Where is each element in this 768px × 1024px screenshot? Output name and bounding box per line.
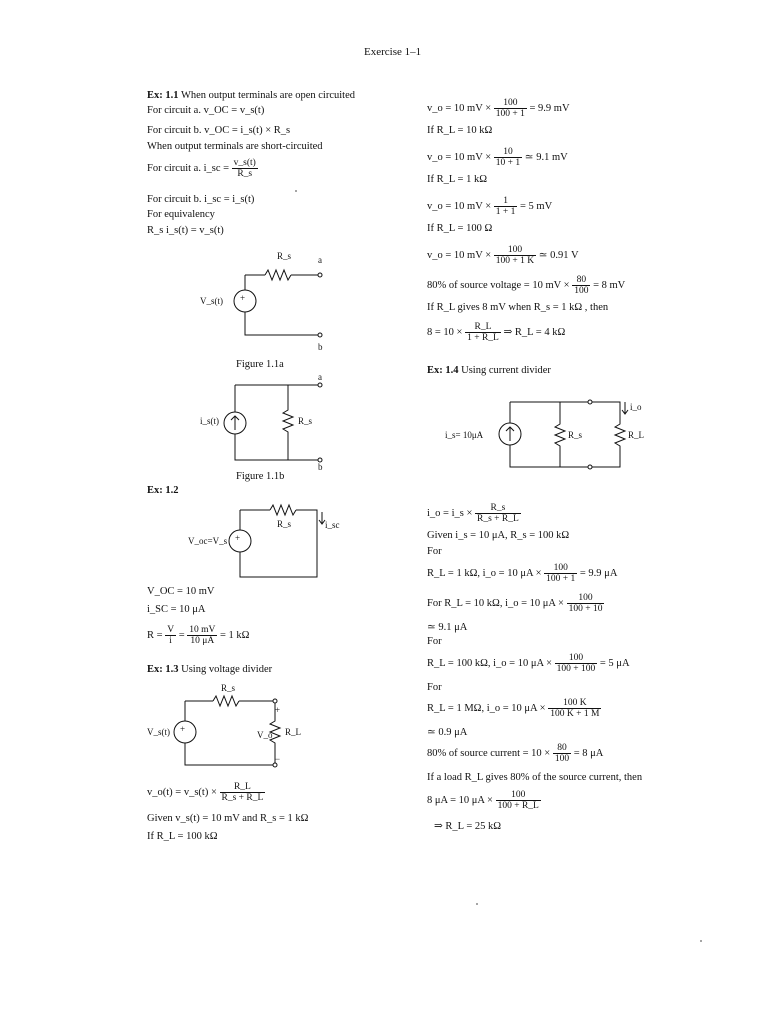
prefix: 80% of source voltage = 10 mV × — [427, 279, 570, 291]
io-result-4: ≃ 0.9 μA — [427, 727, 468, 738]
result: = 9.9 mV — [529, 102, 570, 114]
circuit-a-voc: For circuit a. v_OC = v_s(t) — [147, 105, 265, 116]
short-circuit-text: When output terminals are short-circuited — [147, 141, 323, 152]
resistor-rs-symbol — [283, 385, 293, 460]
prefix: 8 μA = 10 μA × — [427, 794, 493, 806]
denominator: 1 + 1 — [495, 207, 516, 217]
prefix: R_L = 1 MΩ, i_o = 10 μA × — [427, 702, 546, 714]
denominator: 10 μA — [190, 636, 215, 646]
isc-denominator: R_s — [237, 169, 253, 179]
figure-1-1b-circuit — [190, 372, 340, 472]
denominator: 100 + 1 K — [495, 256, 535, 266]
wire — [235, 434, 318, 460]
numerator: 100 — [496, 790, 541, 801]
numerator: 10 mV — [189, 625, 216, 635]
r-fraction-2 — [187, 625, 217, 646]
result: = 5 μA — [599, 657, 630, 669]
source-current-calc — [427, 743, 603, 764]
denominator: 100 + 1 — [546, 574, 576, 584]
for-label: For — [427, 546, 442, 557]
numerator: V — [167, 625, 175, 635]
vo-calc-1 — [427, 98, 570, 119]
denominator: i — [169, 636, 172, 646]
ex13-intro: Using voltage divider — [181, 664, 273, 675]
label-rs: R_s — [277, 519, 292, 529]
io-calc-4 — [427, 698, 601, 719]
numerator: 100 — [567, 593, 605, 604]
circuit-a-isc-prefix: For circuit a. i_sc = — [147, 162, 230, 174]
label-is-value: i_s= 10μA — [445, 430, 484, 440]
vo-calc-3 — [427, 196, 552, 217]
output-plus: + — [275, 705, 281, 715]
prefix: 8 = 10 × — [427, 326, 463, 338]
numerator: 1 — [494, 196, 518, 207]
plus-sign: + — [235, 533, 241, 543]
arrow-up-icon — [506, 427, 514, 441]
io-calc-2 — [427, 593, 604, 614]
figure-1-1a-circuit — [190, 245, 340, 355]
circuit-b-isc: For circuit b. i_sc = i_s(t) — [147, 194, 255, 205]
r-fraction-1 — [165, 625, 176, 646]
result: = 5 mV — [520, 200, 553, 212]
fraction — [572, 275, 590, 296]
r-equation — [147, 625, 249, 646]
numerator: R_L — [220, 782, 266, 793]
label-rl: R_L — [285, 727, 302, 737]
resistor-rs-symbol — [270, 505, 296, 515]
label-a: a — [318, 372, 322, 382]
numerator: 100 — [544, 563, 577, 574]
equivalency-equation: R_s i_s(t) = v_s(t) — [147, 225, 224, 236]
figure-1-1a-caption: Figure 1.1a — [236, 359, 284, 370]
if-rl-text: If R_L = 100 kΩ — [147, 831, 218, 842]
denominator: 100 — [574, 286, 589, 296]
denominator: 100 + 10 — [568, 604, 603, 614]
ex13-heading: Ex: 1.3 — [147, 664, 179, 675]
io-calc-1 — [427, 563, 617, 584]
numerator: 10 — [494, 147, 522, 158]
rl-equation — [427, 790, 541, 811]
denominator: R_s + R_L — [221, 793, 264, 803]
numerator: R_L — [465, 322, 501, 333]
io-formula — [427, 503, 521, 524]
numerator: 80 — [572, 275, 590, 286]
fraction — [465, 322, 501, 343]
label-rs: R_s — [221, 683, 236, 693]
vo-calc-4 — [427, 245, 579, 266]
if-rl-1k: If R_L = 1 kΩ — [427, 174, 487, 185]
fraction — [553, 743, 571, 764]
fraction — [544, 563, 577, 584]
result: = 8 mV — [593, 279, 626, 291]
plus-sign: + — [180, 724, 186, 734]
fraction — [494, 245, 536, 266]
ex14-heading: Ex: 1.4 — [427, 365, 459, 376]
if-rl-100: If R_L = 100 Ω — [427, 223, 493, 234]
arrow-up-icon — [231, 416, 239, 430]
rl-final: ⇒ R_L = 25 kΩ — [434, 821, 502, 832]
ex11-heading: Ex: 1.1 — [147, 90, 179, 101]
terminal — [588, 400, 592, 404]
denominator: 1 + R_L — [467, 333, 499, 343]
denominator: 10 + 1 — [495, 158, 521, 168]
label-vs: V_s(t) — [200, 296, 223, 306]
label-io: i_o — [630, 402, 642, 412]
terminal — [588, 465, 592, 469]
prefix: v_o = 10 mV × — [427, 151, 492, 163]
prefix: i_o = i_s × — [427, 507, 473, 519]
label-isc: i_sc — [325, 520, 340, 530]
label-rs: R_s — [298, 416, 313, 426]
label-b: b — [318, 342, 323, 352]
vo-calc-2 — [427, 147, 568, 168]
r-prefix: R = — [147, 629, 163, 641]
fraction — [494, 196, 518, 217]
for-label: For — [427, 682, 442, 693]
label-vo: V_o — [257, 730, 273, 740]
circuit-b-voc: For circuit b. v_OC = i_s(t) × R_s — [147, 125, 291, 136]
ex12-circuit — [185, 500, 345, 585]
result: ⇒ R_L = 4 kΩ — [503, 326, 566, 338]
label-is: i_s(t) — [200, 416, 219, 426]
source-voltage-calc — [427, 275, 625, 296]
denominator: 100 + 1 — [495, 109, 525, 119]
label-b: b — [318, 462, 323, 472]
ex14-circuit — [440, 392, 660, 472]
denominator: 100 — [554, 754, 570, 764]
equals: = — [178, 629, 185, 641]
label-vs: V_s(t) — [147, 727, 170, 737]
r-result: = 1 kΩ — [219, 629, 250, 641]
isc-numerator: v_s(t) — [233, 158, 256, 168]
label-rs: R_s — [568, 430, 583, 440]
fraction — [494, 98, 527, 119]
wire — [510, 445, 588, 467]
circuit-a-isc — [147, 158, 258, 179]
ex13-circuit — [145, 683, 325, 773]
fraction — [494, 147, 522, 168]
prefix: R_L = 100 kΩ, i_o = 10 μA × — [427, 657, 553, 669]
label-rs: R_s — [277, 251, 292, 261]
if-rl-10k: If R_L = 10 kΩ — [427, 125, 493, 136]
voc-value: V_OC = 10 mV — [147, 586, 215, 597]
arrow-down-icon — [622, 402, 628, 414]
page-title: Exercise 1–1 — [364, 46, 422, 58]
numerator: 100 — [555, 653, 598, 664]
result: = 8 μA — [573, 747, 604, 759]
denominator: 100 + 100 — [556, 664, 596, 674]
for-label: For — [427, 636, 442, 647]
if-load-text: If a load R_L gives 80% of the source current, then — [427, 772, 643, 783]
output-minus: − — [275, 754, 281, 764]
resistor-rs-symbol — [555, 402, 565, 467]
numerator: 80 — [553, 743, 571, 754]
vo-equation — [147, 782, 265, 803]
resistor-rs-symbol — [213, 696, 239, 706]
numerator: 100 — [494, 98, 527, 109]
ex11-line — [147, 89, 355, 102]
result: ≃ 0.91 V — [538, 249, 579, 261]
scan-speck — [700, 940, 702, 942]
denominator: R_s + R_L — [477, 514, 519, 524]
wire — [245, 312, 318, 335]
resistor-rl-branch — [592, 402, 625, 467]
prefix: v_o = 10 mV × — [427, 200, 492, 212]
scan-speck — [295, 190, 297, 192]
fraction — [555, 653, 598, 674]
terminal — [273, 699, 277, 703]
ex13-line — [147, 663, 272, 676]
label-a: a — [318, 255, 322, 265]
resistor-rs-symbol — [265, 270, 291, 280]
ex14-line — [427, 364, 551, 377]
numerator: 100 K — [548, 698, 601, 709]
numerator: R_s — [475, 503, 521, 514]
if-rl-8mv: If R_L gives 8 mV when R_s = 1 kΩ , then — [427, 302, 609, 313]
fraction — [548, 698, 601, 719]
prefix: v_o = 10 mV × — [427, 249, 492, 261]
ex12-heading: Ex: 1.2 — [147, 485, 179, 496]
label-voc-vs: V_oc=V_s — [188, 536, 228, 546]
result: ≃ 9.1 mV — [524, 151, 568, 163]
isc-value: i_SC = 10 μA — [147, 604, 206, 615]
isc-fraction — [232, 158, 258, 179]
prefix: v_o = 10 mV × — [427, 102, 492, 114]
result: = 9.9 μA — [579, 567, 618, 579]
plus-sign: + — [240, 293, 246, 303]
prefix: 80% of source current = 10 × — [427, 747, 551, 759]
prefix: R_L = 1 kΩ, i_o = 10 μA × — [427, 567, 542, 579]
fraction — [567, 593, 605, 614]
terminal-a — [318, 273, 322, 277]
fraction — [475, 503, 521, 524]
ex11-intro: When output terminals are open circuited — [180, 90, 355, 101]
terminal-b — [318, 333, 322, 337]
label-rl: R_L — [628, 430, 645, 440]
ex14-intro: Using current divider — [461, 365, 551, 376]
given-is: Given i_s = 10 μA, R_s = 100 kΩ — [427, 530, 570, 541]
fraction — [496, 790, 541, 811]
equivalency-text: For equivalency — [147, 209, 215, 220]
io-calc-3 — [427, 653, 630, 674]
given-text: Given v_s(t) = 10 mV and R_s = 1 kΩ — [147, 813, 309, 824]
vo-prefix: v_o(t) = v_s(t) × — [147, 786, 217, 798]
io-result-2: ≃ 9.1 μA — [427, 622, 468, 633]
rl-solve — [427, 322, 565, 343]
numerator: 100 — [494, 245, 536, 256]
vo-fraction — [220, 782, 266, 803]
denominator: 100 K + 1 M — [550, 709, 600, 719]
figure-1-1b-caption: Figure 1.1b — [236, 471, 285, 482]
terminal-a — [318, 383, 322, 387]
scan-speck — [476, 903, 478, 905]
denominator: 100 + R_L — [497, 801, 539, 811]
prefix: For R_L = 10 kΩ, i_o = 10 μA × — [427, 597, 564, 609]
